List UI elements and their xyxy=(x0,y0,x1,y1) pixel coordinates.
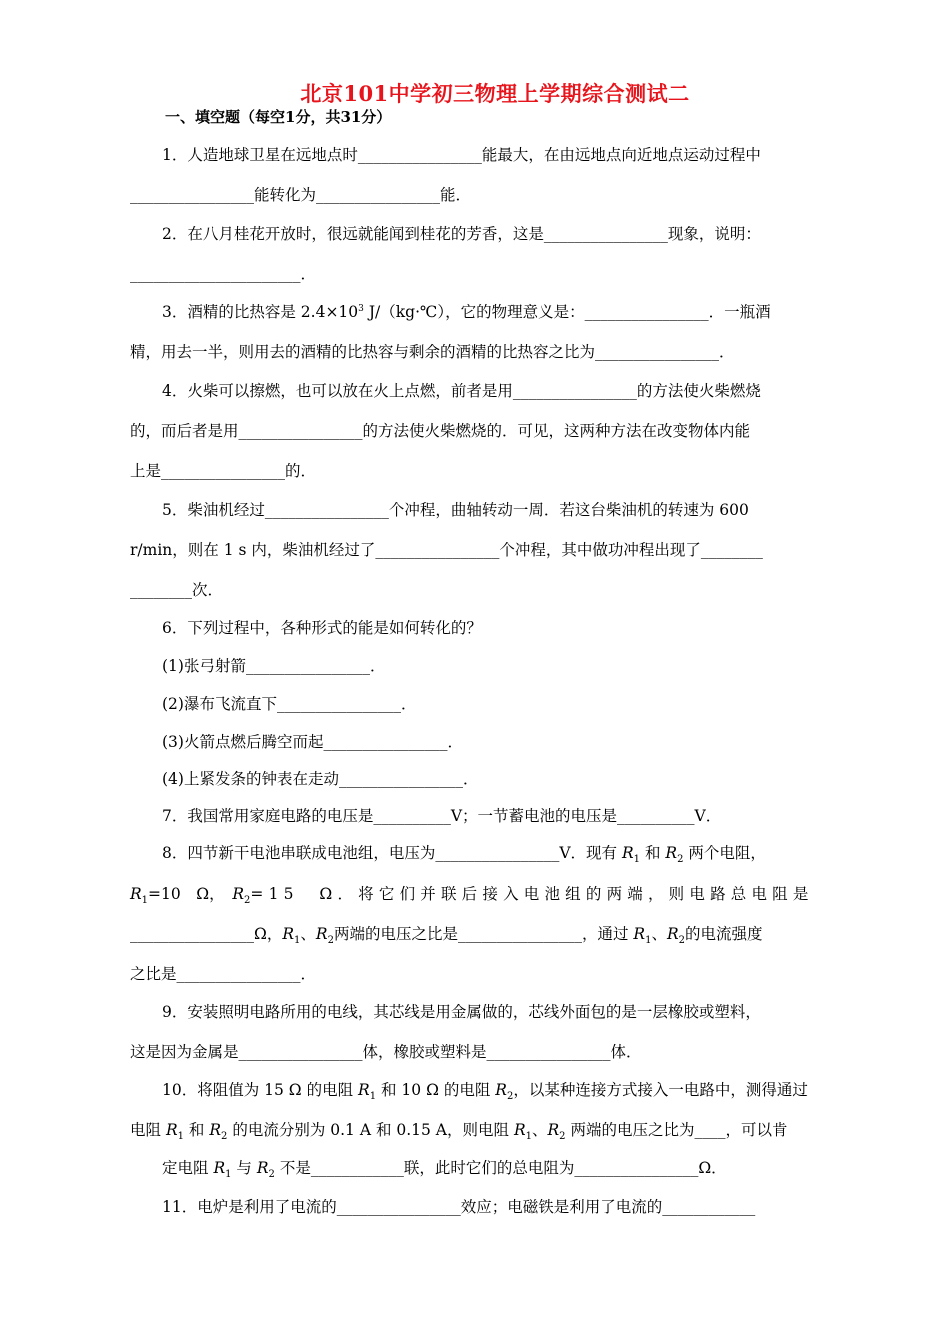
subscript: 2 xyxy=(678,935,686,947)
subscript: 1 xyxy=(294,935,301,947)
r-symbol: R xyxy=(232,885,245,903)
q6-item-1: (1)张弓射箭________________． xyxy=(162,657,386,675)
r-symbol: R xyxy=(213,1159,226,1177)
q10-text-a: 10．将阻值为 15 Ω 的电阻 xyxy=(162,1081,359,1099)
q7-line: 7．我国常用家庭电路的电压是__________V；一节蓄电池的电压是__________V． xyxy=(162,807,722,825)
r-symbol: R xyxy=(665,844,678,862)
subscript: 1 xyxy=(141,895,149,907)
r-symbol: R xyxy=(256,1159,269,1177)
q4-line-2: 的，而后者是用________________的方法使火柴燃烧的．可见，这两种方法在改变物体内能 xyxy=(130,422,751,440)
subscript: 1 xyxy=(369,1091,377,1103)
section-heading: 一、填空题（每空1分，共31分） xyxy=(165,108,392,126)
subscript: 2 xyxy=(268,1169,275,1181)
q6-item-3: (3)火箭点燃后腾空而起________________． xyxy=(162,733,463,751)
subscript: 2 xyxy=(244,895,251,907)
q3-text-a: 3．酒精的比热容是 2.4×10 xyxy=(162,303,359,321)
subscript: 1 xyxy=(225,1169,232,1181)
q1-line-2: ________________能转化为________________能． xyxy=(130,186,472,204)
q8-text-a: 8．四节新干电池串联成电池组，电压为________________V．现有 xyxy=(162,844,622,862)
q8-text-h: 两端的电压之比是________________，通过 xyxy=(333,925,634,943)
q6-stem: 6．下列过程中，各种形式的能是如何转化的？ xyxy=(162,619,482,637)
r-symbol: R xyxy=(633,925,646,943)
subscript: 1 xyxy=(633,854,641,866)
subscript: 1 xyxy=(645,935,652,947)
q8-text-i: 、 xyxy=(651,925,667,943)
q6-item-4: (4)上紧发条的钟表在走动________________． xyxy=(162,770,479,788)
q10-text-k: 不是____________联，此时它们的总电阻为________________Ω． xyxy=(274,1159,727,1177)
q5-line-3: ________次． xyxy=(130,581,224,599)
q10-text-c: ，以某种连接方式接入一电路中，测得通过 xyxy=(513,1081,808,1099)
q10-text-h: 两端的电压之比为____，可以肯 xyxy=(565,1121,788,1139)
q3-line-2: 精，用去一半，则用去的酒精的比热容与剩余的酒精的比热容之比为________________． xyxy=(130,343,735,361)
subscript: 2 xyxy=(677,854,684,866)
q8-text-g: 、 xyxy=(300,925,316,943)
q6-item-2: (2)瀑布飞流直下________________． xyxy=(162,695,417,713)
q8-line-1 xyxy=(162,843,852,866)
r-symbol: R xyxy=(165,1121,178,1139)
exponent: 3 xyxy=(358,303,364,314)
q5-line-2: r/min，则在 1 s 内，柴油机经过了________________个冲程，其中做功冲程出现了________ xyxy=(130,541,763,559)
subscript: 1 xyxy=(525,1131,532,1143)
q10-line-3 xyxy=(162,1158,852,1181)
q10-line-2 xyxy=(130,1120,820,1143)
q8-text-f: ________________Ω， xyxy=(130,925,283,943)
q10-text-d: 电阻 xyxy=(130,1121,166,1139)
r-symbol: R xyxy=(282,925,295,943)
r-symbol: R xyxy=(666,925,679,943)
q10-text-b: 和 10 Ω 的电阻 xyxy=(376,1081,496,1099)
q3-line-1 xyxy=(162,302,852,322)
r-symbol: R xyxy=(315,925,328,943)
subscript: 2 xyxy=(221,1131,228,1143)
q8-text-j: 的电流强度 xyxy=(685,925,763,943)
r-symbol: R xyxy=(547,1121,560,1139)
q8-line-2 xyxy=(130,884,820,907)
q3-text-b: J/（kg·℃），它的物理意义是：________________．一瓶酒 xyxy=(363,303,771,321)
q8-line-4: 之比是________________． xyxy=(130,965,317,983)
subscript: 2 xyxy=(559,1131,566,1143)
q9-line-1: 9．安装照明电路所用的电线，其芯线是用金属做的，芯线外面包的是一层橡胶或塑料， xyxy=(162,1003,761,1021)
q8-text-b: 和 xyxy=(640,844,666,862)
q10-text-i: 定电阻 xyxy=(162,1159,214,1177)
subscript: 2 xyxy=(327,935,334,947)
r-symbol: R xyxy=(130,885,142,903)
q10-text-f: 的电流分别为 0.1 A 和 0.15 A，则电阻 xyxy=(227,1121,514,1139)
q9-line-2: 这是因为金属是________________体，橡胶或塑料是________________体． xyxy=(130,1043,642,1061)
subscript: 1 xyxy=(177,1131,184,1143)
q10-line-1 xyxy=(162,1080,852,1103)
r-symbol: R xyxy=(495,1081,507,1099)
q10-text-e: 和 xyxy=(183,1121,210,1139)
q8-text-c: 两个电阻， xyxy=(683,844,766,862)
q8-line-3 xyxy=(130,924,820,947)
q11-line-1: 11．电炉是利用了电流的________________效应；电磁铁是利用了电流的____________ xyxy=(162,1198,756,1216)
r-symbol: R xyxy=(358,1081,370,1099)
q2-line-2: ______________________． xyxy=(130,265,317,283)
r-symbol: R xyxy=(621,844,634,862)
q4-line-3: 上是________________的． xyxy=(130,462,317,480)
q1-line-1: 1．人造地球卫星在远地点时________________能最大，在由远地点向近地点运动过程中 xyxy=(162,146,761,164)
q5-line-1: 5．柴油机经过________________个冲程，曲轴转动一周．若这台柴油机的转速为 600 xyxy=(162,501,749,519)
q10-text-g: 、 xyxy=(531,1121,548,1139)
q8-text-d: =10 Ω， xyxy=(148,885,217,903)
q10-text-j: 与 xyxy=(231,1159,257,1177)
page-title: 北京101中学初三物理上学期综合测试二 xyxy=(300,81,690,106)
q4-line-1: 4．火柴可以擦燃，也可以放在火上点燃，前者是用________________的方法使火柴燃烧 xyxy=(162,382,761,400)
r-symbol: R xyxy=(209,1121,222,1139)
q8-text-e: =15 Ω．将它们并联后接入电池组的两端，则电路总电阻是 xyxy=(250,885,814,903)
q2-line-1: 2．在八月桂花开放时，很远就能闻到桂花的芳香，这是________________现象，说明： xyxy=(162,225,761,243)
r-symbol: R xyxy=(513,1121,526,1139)
subscript: 2 xyxy=(506,1091,514,1103)
